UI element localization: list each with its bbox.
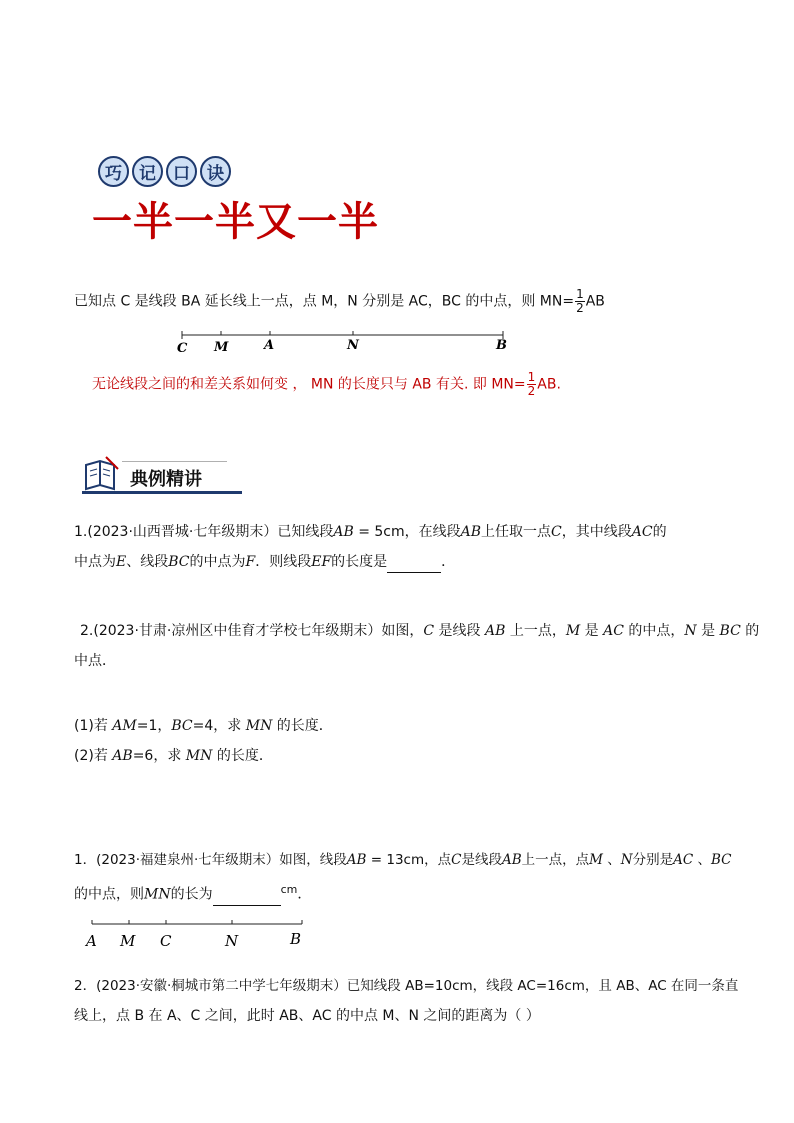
q3-unit: cm bbox=[280, 883, 298, 896]
q2-text: =4，求 bbox=[192, 718, 246, 734]
q2-text: 的 bbox=[740, 623, 760, 639]
segment-figure-1 bbox=[170, 326, 520, 358]
badge-4: 诀 bbox=[200, 156, 231, 187]
q3-text: ，点 bbox=[424, 852, 452, 868]
q3-var: BC bbox=[710, 852, 732, 868]
question-4-line-2: 线上，点 B 在 A、C 之间，此时 AB、AC 的中点 M、N 之间的距离为（ ） bbox=[74, 1008, 540, 1024]
q3-text: 分别是 bbox=[632, 852, 674, 868]
point-label-b: B bbox=[496, 338, 507, 353]
segment-figure-2 bbox=[80, 916, 320, 952]
question-4-line-1: 2．(2023·安徽·桐城市第二中学七年级期末）已知线段 AB=10cm，线段 AC=16cm，且 AB、AC 在同一条直 bbox=[74, 978, 739, 994]
question-3-line-2 bbox=[74, 879, 311, 906]
fraction-numerator: 1 bbox=[527, 370, 536, 384]
q2-var: C bbox=[423, 623, 435, 639]
q2-var: BC bbox=[171, 718, 193, 734]
q3-var: AC bbox=[673, 852, 694, 868]
point-label-c: C bbox=[177, 341, 188, 356]
q3-text: 、 bbox=[693, 852, 711, 868]
q2-text: 是线段 bbox=[434, 623, 485, 639]
rule-text-after: AB bbox=[585, 293, 605, 310]
question-1-line-1 bbox=[74, 521, 667, 543]
q1-text: ． bbox=[441, 554, 456, 570]
q2-text: 是 bbox=[696, 623, 720, 639]
q1-text: 中点为 bbox=[74, 554, 116, 570]
point-label-a: A bbox=[86, 932, 97, 950]
q2-text: =6，求 bbox=[132, 748, 186, 764]
q2-var: MN bbox=[185, 748, 213, 764]
q3-var: MN bbox=[144, 886, 171, 903]
q2-text: 的中点， bbox=[623, 623, 685, 639]
q2-var: AB bbox=[484, 623, 506, 639]
q2-text: (2)若 bbox=[74, 748, 113, 764]
q1-var-ef: EF bbox=[311, 554, 332, 570]
fraction-denominator: 2 bbox=[576, 301, 584, 315]
q3-text: 是线段 bbox=[461, 852, 502, 868]
rule-fraction bbox=[575, 288, 585, 315]
point-label-c: C bbox=[160, 932, 172, 950]
q2-text: =1， bbox=[136, 718, 172, 734]
q1-eq: = 5cm bbox=[353, 524, 405, 540]
question-1-line-2 bbox=[74, 551, 455, 573]
q1-var-ab: AB bbox=[460, 524, 482, 540]
note-text-after: AB. bbox=[537, 376, 561, 393]
point-label-a: A bbox=[264, 338, 275, 353]
q3-text: 上一点，点 bbox=[521, 852, 590, 868]
q2-text: 是 bbox=[580, 623, 604, 639]
answer-blank[interactable] bbox=[213, 887, 281, 906]
point-label-n: N bbox=[347, 338, 359, 353]
question-3-line-1 bbox=[74, 849, 731, 871]
q3-text: 的长为 bbox=[170, 886, 213, 903]
q1-text: 的 bbox=[652, 524, 667, 540]
q2-var: MN bbox=[245, 718, 273, 734]
question-2-line-2: 中点． bbox=[74, 653, 116, 669]
q1-text: 1.(2023·山西晋城·七年级期末）已知线段 bbox=[74, 524, 334, 540]
q3-var: C bbox=[451, 852, 462, 868]
q3-var: AB bbox=[501, 852, 522, 868]
q1-text: ，其中线段 bbox=[561, 524, 632, 540]
q1-var-f: F bbox=[245, 554, 256, 570]
point-label-m: M bbox=[214, 340, 229, 355]
q1-text: 上任取一点 bbox=[481, 524, 552, 540]
q2-var: AM bbox=[112, 718, 137, 734]
q2-text: (1)若 bbox=[74, 718, 113, 734]
q2-text: 的长度． bbox=[212, 748, 273, 764]
section-title: 典例精讲 bbox=[130, 469, 202, 490]
q3-var: M bbox=[589, 852, 603, 868]
q2-text: 的长度． bbox=[272, 718, 333, 734]
q1-text: 、线段 bbox=[126, 554, 169, 570]
q3-text: 、 bbox=[602, 852, 621, 868]
q2-var: AC bbox=[603, 623, 624, 639]
q1-text: ，在线段 bbox=[404, 524, 461, 540]
q1-text: 的中点为 bbox=[189, 554, 246, 570]
q3-var: AB bbox=[346, 852, 367, 868]
note-text: 无论线段之间的和差关系如何变 ， MN 的长度只与 AB 有关. 即 MN= bbox=[92, 376, 526, 393]
point-label-n: N bbox=[225, 932, 239, 950]
q1-text: ．则线段 bbox=[255, 554, 312, 570]
q3-text: 1．(2023·福建泉州·七年级期末）如图，线段 bbox=[74, 852, 347, 868]
badge-2: 记 bbox=[132, 156, 163, 187]
fraction-numerator: 1 bbox=[576, 287, 584, 301]
note-fraction bbox=[527, 371, 537, 398]
rule-text: 已知点 C 是线段 BA 延长线上一点，点 M，N 分别是 AC，BC 的中点，则 MN= bbox=[74, 293, 575, 310]
q2-text: 上一点， bbox=[505, 623, 566, 639]
point-label-m: M bbox=[120, 932, 136, 950]
header-badges bbox=[98, 156, 231, 187]
q3-var: N bbox=[620, 852, 633, 868]
rule-note bbox=[92, 371, 561, 398]
q1-var-e: E bbox=[116, 554, 127, 570]
question-2-sub-1 bbox=[74, 715, 333, 737]
question-2-line-1 bbox=[80, 620, 759, 642]
question-2-sub-2 bbox=[74, 745, 273, 767]
q1-text: 的长度是 bbox=[331, 554, 388, 570]
fraction-denominator: 2 bbox=[527, 384, 536, 398]
q3-text: 的中点，则 bbox=[74, 886, 144, 903]
slogan: 一半一半又一半 bbox=[92, 199, 379, 245]
q1-var-ab: AB bbox=[333, 524, 354, 540]
book-icon bbox=[86, 457, 118, 489]
q2-var: N bbox=[684, 623, 697, 639]
q2-var: BC bbox=[719, 623, 741, 639]
q2-var: M bbox=[565, 623, 581, 639]
q3-text: ． bbox=[297, 886, 312, 903]
q2-var: AB bbox=[112, 748, 133, 764]
point-label-b: B bbox=[290, 930, 302, 948]
q2-text: 2.(2023·甘肃·凉州区中佳育才学校七年级期末）如图， bbox=[80, 623, 424, 639]
badge-3: 口 bbox=[166, 156, 197, 187]
answer-blank[interactable] bbox=[387, 554, 441, 573]
badge-1: 巧 bbox=[98, 156, 129, 187]
q1-var-bc: BC bbox=[168, 554, 190, 570]
rule-statement bbox=[74, 288, 605, 315]
q1-var-ac: AC bbox=[631, 524, 653, 540]
q3-text: = 13cm bbox=[366, 852, 425, 868]
q1-var-c: C bbox=[551, 524, 562, 540]
